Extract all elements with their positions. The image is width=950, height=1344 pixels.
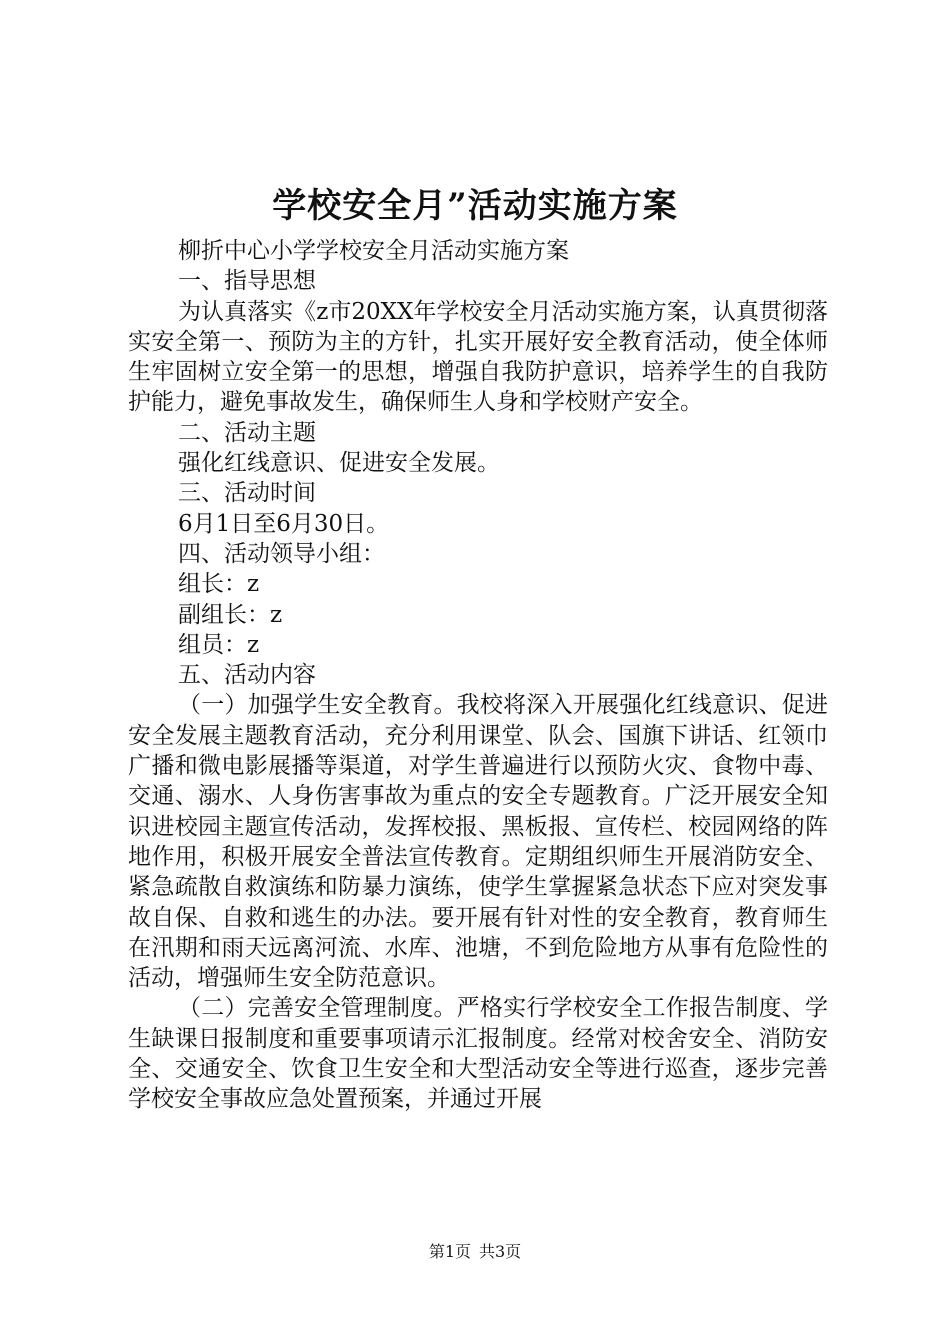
leader-line: 组长：z [178,571,260,598]
page-number: 第1页 [428,1242,471,1261]
section-heading-guiding-thought: 一、指导思想 [178,268,316,295]
section-heading-theme: 二、活动主题 [178,419,316,446]
page-total: 共3页 [479,1242,522,1261]
deputy-leader-line: 副组长：z [178,601,283,628]
section-heading-time: 三、活动时间 [178,480,316,507]
paragraph-guiding-thought: 为认真落实《z市20XX年学校安全月活动实施方案，认真贯彻落实安全第一、预防为主的方针，扎实开展好安全教育活动，使全体师生牢固树立安全第一的思想，增强自我防护意识，培养学生的自我防护能力，避免事故发生，确保师生人身和学校财产安全。 [128,298,828,416]
theme-text: 强化红线意识、促进安全发展。 [178,450,500,477]
members-line: 组员：z [178,631,260,658]
page-footer [0,1240,950,1264]
section-heading-content: 五、活动内容 [178,662,316,689]
document-body [128,236,828,1115]
section-heading-leadership: 四、活动领导小组： [178,540,385,567]
paragraph-safety-education: （一）加强学生安全教育。我校将深入开展强化红线意识、促进安全发展主题教育活动，充分利用课堂、队会、国旗下讲话、红领巾广播和微电影展播等渠道，对学生普遍进行以预防火灾、食物中毒、交通、溺水、人身伤害事故为重点的安全专题教育。广泛开展安全知识进校园主题宣传活动，发挥校报、黑板报、宣传栏、校园网络的阵地作用，积极开展安全普法宣传教育。定期组织师生开展消防安全、紧急疏散自救演练和防暴力演练，使学生掌握紧急状态下应对突发事故自保、自救和逃生的办法。要开展有针对性的安全教育，教育师生在汛期和雨天远离河流、水库、池塘，不到危险地方从事有危险性的活动，增强师生安全防范意识。 [128,692,828,992]
time-text: 6月1日至6月30日。 [178,510,390,537]
subtitle-line: 柳折中心小学学校安全月活动实施方案 [178,238,569,264]
paragraph-safety-management: （二）完善安全管理制度。严格实行学校安全工作报告制度、学生缺课日报制度和重要事项请示汇报制度。经常对校舍安全、消防安全、交通安全、饮食卫生安全和大型活动安全等进行巡查，逐步完善学校安全事故应急处置预案，并通过开展 [128,995,828,1113]
document-title: 学校安全月”活动实施方案 [272,186,678,226]
